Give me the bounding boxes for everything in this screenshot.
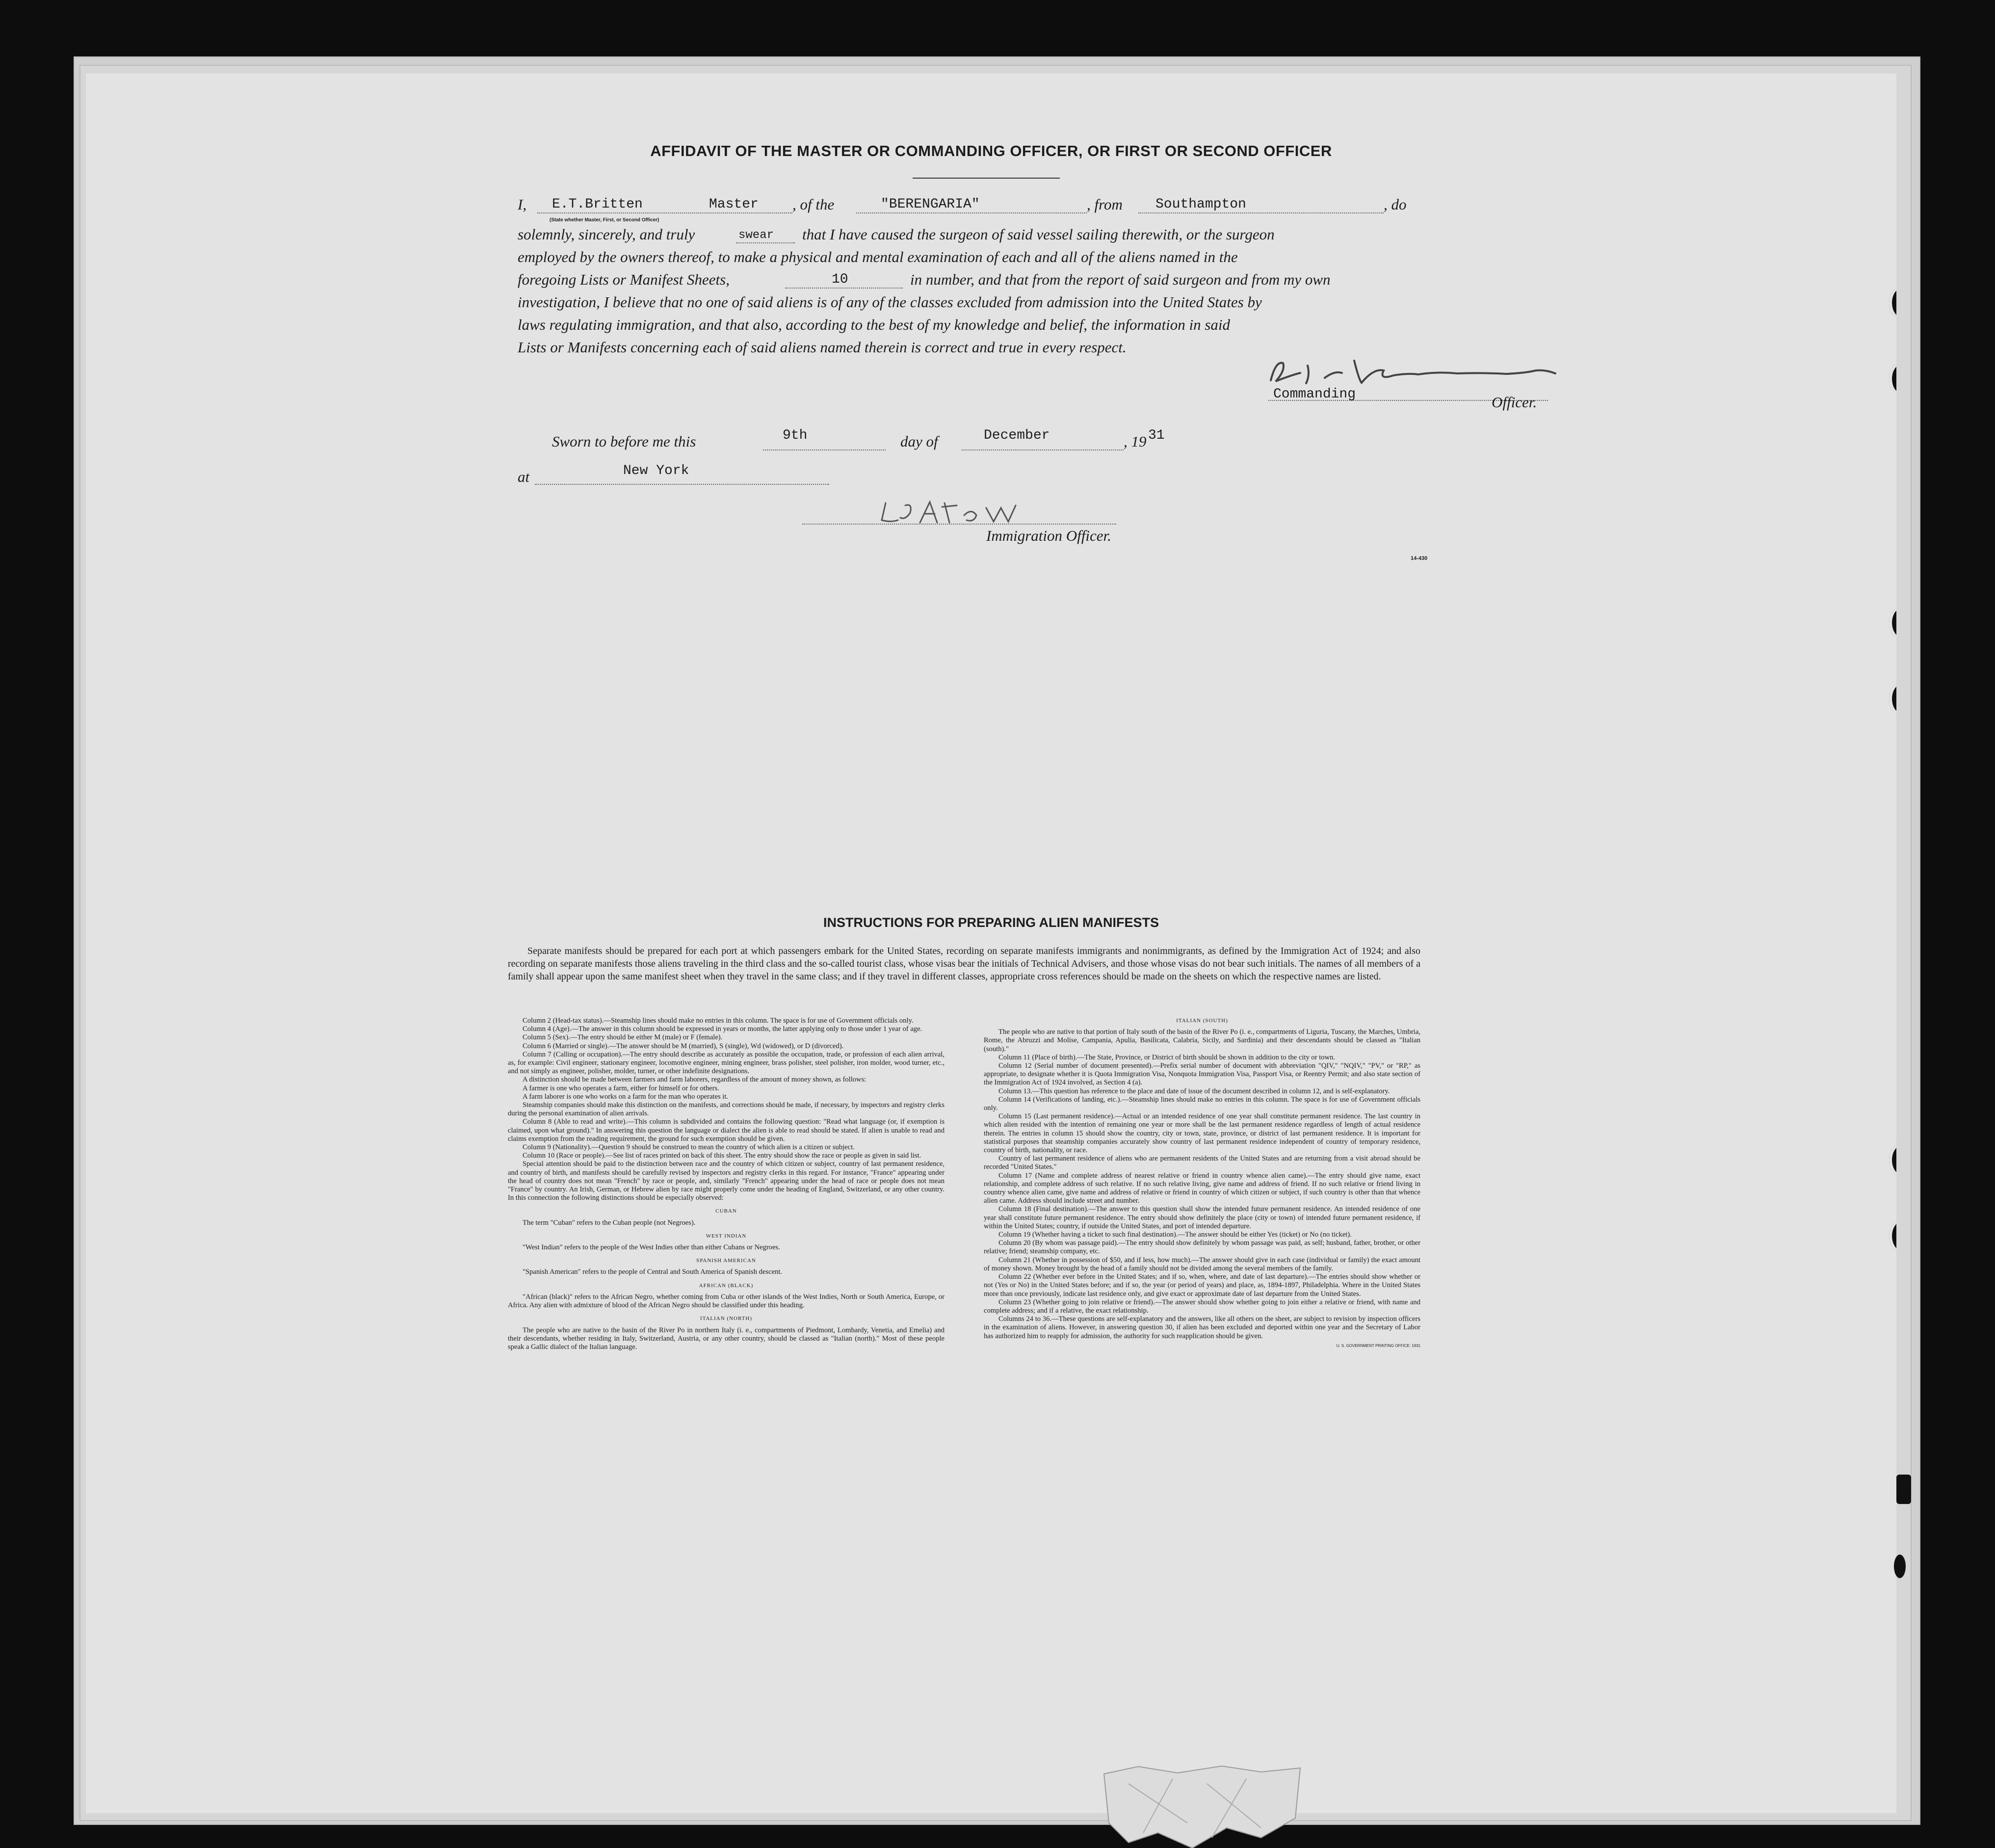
vessel-name: "BERENGARIA"	[881, 197, 980, 212]
hole-punch-6	[1889, 1222, 1896, 1250]
instruction-paragraph: Column 10 (Race or people).—See list of races printed on back of this sheet. The entry should show the race or people as given in said list.	[523, 1152, 921, 1160]
instruction-paragraph: Column 8 (Able to read and write).—This column is subdivided and contains the following question: "Read what language (or, if exemption is claimed, upon what ground)." In answering this question the language or dialect the alien is able to read should be stated. If alien is unable to read and claims exemption from the reading requirement, the ground for such exemption should be given.	[508, 1118, 945, 1143]
instruction-paragraph: Country of last permanent residence of aliens who are permanent residents of the United States and are returning from a visit abroad should be recorded "United States."	[984, 1155, 1420, 1171]
race-heading: AFRICAN (BLACK)	[699, 1282, 754, 1289]
race-definition: "Spanish American" refers to the people of Central and South America of Spanish descent.	[523, 1268, 783, 1276]
instruction-paragraph: A distinction should be made between farmers and farm laborers, regardless of the amount of money shown, as follows:	[523, 1076, 866, 1084]
instruction-paragraph: Column 22 (Whether ever before in the United States; and if so, when, where, and date of last departure).—The entries should show whether or not (Yes or No) in the United States before; and if so, the year (or period of years) and place, as, 1894-1897, Philadelphia. Where in the United States more than once previously, indicate last residence only, and give exact or approximate date of last departure from the United States.	[984, 1273, 1420, 1298]
title-underline	[913, 178, 1060, 179]
instructions-right-column	[984, 1017, 1420, 1350]
instruction-paragraph: Column 19 (Whether having a ticket to such final destination).—The answer should be either Yes (ticket) or No (no ticket).	[998, 1231, 1352, 1239]
affidavit-line5: investigation, I believe that no one of said aliens is of any of the classes excluded from admission into the United States by	[518, 293, 1262, 311]
hole-punch-2	[1889, 365, 1896, 393]
instruction-paragraph: Column 18 (Final destination).—The answer to this question shall show the intended future permanent residence. An intended residence of one year shall constitute future permanent residence. The entry should show definitely the place (city or town) of intended future permanent residence, if within the United States; country, if outside the United States, and port of intended departure.	[984, 1205, 1420, 1230]
line4-start: foregoing Lists or Manifest Sheets,	[518, 271, 730, 288]
affidavit-line2	[518, 224, 1573, 245]
year-prefix: , 19	[1124, 433, 1147, 450]
race-heading: WEST INDIAN	[706, 1233, 747, 1239]
affidavit-line6: laws regulating immigration, and that also, according to the best of my knowledge and belief, the information in said	[518, 316, 1231, 333]
immigration-officer-label: Immigration Officer.	[986, 527, 1111, 544]
sworn-place: New York	[623, 463, 689, 478]
immigration-officer-line	[802, 524, 1116, 525]
instruction-paragraph: Column 21 (Whether in possession of $50, and if less, how much).—The answer should give in each case (individual or family) the exact amount of money shown. Money brought by the head of a family should not be divided among the several members of the family.	[984, 1256, 1420, 1272]
affidavit-title: AFFIDAVIT OF THE MASTER OR COMMANDING OFFICER, OR FIRST OR SECOND OFFICER	[650, 142, 1332, 159]
place-line	[535, 484, 829, 485]
race-heading: ITALIAN (NORTH)	[700, 1316, 753, 1322]
line2-start: solemnly, sincerely, and truly	[518, 226, 695, 243]
sworn-line	[552, 428, 1288, 452]
hole-punch-3	[1889, 608, 1896, 637]
race-definition: "African (black)" refers to the African Negro, whether coming from Cuba or other islands of the West Indies, North or South America, Europe, or Africa. Any alien with admixture of blood of the African Negro should be classified under this heading.	[508, 1293, 945, 1310]
from-label: , from	[1087, 196, 1123, 213]
instruction-paragraph: A farm laborer is one who works on a farm for the man who operates it.	[523, 1092, 729, 1101]
binding-mark-1	[1896, 1475, 1911, 1504]
sworn-day: 9th	[783, 428, 808, 443]
lead-i: I,	[518, 196, 527, 213]
affidavit-line4	[518, 269, 1573, 290]
torn-paper-scrap	[1099, 1764, 1305, 1848]
instruction-paragraph: The people who are native to that portion of Italy south of the basin of the River Po (i. e., compartments of Liguria, Tuscany, the Marches, Umbria, Rome, the Abruzzi and Molise, Campania, Apulia, Basilicata, Calabria, Sicily, and Sardinia) and their descendants should be classed as "Italian (south)."	[984, 1028, 1420, 1053]
race-definition: "West Indian" refers to the people of the West Indies other than either Cubans or Negroes.	[523, 1243, 780, 1252]
officer-suffix: Officer.	[1492, 394, 1537, 411]
instruction-paragraph: Column 4 (Age).—The answer in this column should be expressed in years or months, the latter applying only to those under 1 year of age.	[523, 1025, 922, 1033]
manifest-page	[86, 74, 1896, 1813]
instruction-paragraph: Columns 24 to 36.—These questions are self-explanatory and the answers, like all others on the sheet, are subject to revision by inspection officers in the examination of aliens. However, in answering question 30, if alien has been excluded and deported within one year and the Secretary of Labor has authorized him to reapply for admission, the authority for such reapplication should be given.	[984, 1315, 1420, 1340]
italian-south-heading: ITALIAN (SOUTH)	[1176, 1018, 1228, 1024]
hole-punch-5	[1889, 1146, 1896, 1174]
race-heading: CUBAN	[715, 1208, 737, 1214]
race-definition: The people who are native to the basin of the River Po in northern Italy (i. e., compartments of Piedmont, Lombardy, Venetia, and Emelia) and their descendants, whether residing in Italy, Switzerland, Austria, or any other country, should be classed as "Italian (north)." Most of these people speak a Gallic dialect of the Italian language.	[508, 1326, 945, 1351]
instruction-paragraph: Column 17 (Name and complete address of nearest relative or friend in country whence alien came).—The entry should give name, exact relationship, and complete address of such relative. If no such relative living, give name and address of friend. If no such relative or friend living in country whence alien came, give name and address of relative or friend in country of which citizen or subject, if such country is other than that whence alien came. Address should include street and number.	[984, 1171, 1420, 1205]
form-number: 14-430	[1411, 555, 1428, 561]
race-heading: SPANISH AMERICAN	[696, 1258, 756, 1264]
instruction-paragraph: Column 5 (Sex).—The entry should be either M (male) or F (female).	[523, 1033, 723, 1042]
instructions-intro: Separate manifests should be prepared for each port at which passengers embark for the United States, recording on separate manifests immigrants and nonimmigrants, as defined by the Immigration Act of 1924; and also recording on separate manifests those aliens traveling in the third class and the so-called tourist class, whose visas bear the initials of Technical Advisers, and those whose visas do not bear such initials. The names of all members of a family shall appear upon the same manifest sheet when they travel in the same class; and if they travel in different classes, appropriate cross references should be made on the sheets on which the respective names are listed.	[508, 946, 1420, 982]
affidavit-line3: employed by the owners thereof, to make a physical and mental examination of each and all of the aliens named in the	[518, 248, 1238, 265]
day-line	[763, 449, 886, 450]
officer-rank: Master	[709, 197, 759, 212]
instructions-left-column	[508, 1017, 945, 1355]
race-definition: The term "Cuban" refers to the Cuban people (not Negroes).	[523, 1218, 696, 1227]
instruction-paragraph: Column 14 (Verifications of landing, etc.).—Steamship lines should make no entries in this column. The space is for use of Government officials only.	[984, 1095, 1420, 1112]
instruction-paragraph: Column 12 (Serial number of document presented).—Prefix serial number of document with abbreviation "QIV," "NQIV," "PV," or "RP," as appropriate, to designate whether it is Quota Immigration Visa, Nonquota Immigration Visa, Passport Visa, or Reentry Permit; and also state section of the Immigration Act of 1924 involved, as Section 4 (a).	[984, 1062, 1420, 1087]
printing-office-imprint: U. S. GOVERNMENT PRINTING OFFICE: 1931	[1336, 1343, 1420, 1348]
instruction-paragraph: Special attention should be paid to the distinction between race and the country of which citizen or subject, country of last permanent residence, and country of birth, and manifests should be carefully revised by inspectors and registry clerks in this regard. For instance, "France" appearing under the head of country does not mean "French" by race or people, and, similarly "French" appearing under the head of race or people does not mean "France" by country. An Irish, German, or Hebrew alien by race might properly come under the heading of England, Switzerland, or any other country. In this connection the following distinctions should be especially observed:	[508, 1160, 945, 1202]
instruction-paragraph: Column 9 (Nationality).—Question 9 should be construed to mean the country of which alien is a citizen or subject.	[523, 1143, 855, 1152]
line2-end: that I have caused the surgeon of said vessel sailing therewith, or the surgeon	[802, 226, 1275, 243]
month-line	[962, 449, 1124, 450]
affidavit-line1	[518, 194, 1573, 215]
binding-mark-2	[1894, 1555, 1906, 1578]
instruction-paragraph: Column 20 (By whom was passage paid).—The entry should show definitely by whom passage was paid, as self; husband, father, brother, or other relative; friend; steamship company, etc.	[984, 1239, 1420, 1256]
instruction-paragraph: A farmer is one who operates a farm, either for himself or for others.	[523, 1084, 719, 1092]
instruction-paragraph: Column 23 (Whether going to join relative or friend).—The answer should show whether going to join either a relative or friend, with name and complete address; and if a relative, the exact relationship.	[984, 1298, 1420, 1315]
affidavit-line7: Lists or Manifests concerning each of said aliens named therein is correct and true in every respect.	[518, 339, 1127, 356]
signature-rank: Commanding	[1273, 387, 1356, 402]
instructions-title: INSTRUCTIONS FOR PREPARING ALIEN MANIFESTS	[823, 915, 1159, 930]
instruction-paragraph: Column 7 (Calling or occupation).—The entry should describe as accurately as possible the occupation, trade, or profession of each alien arrival, as, for example: Civil engineer, stationary engineer, locomotive engineer, mining engineer, brass polisher, steel polisher, iron molder, wood turner, etc., and not simply as engineer, polisher, molder, turner, or other indefinite designations.	[508, 1050, 945, 1076]
instruction-paragraph: Column 13.—This question has reference to the place and date of issue of the document described in column 12, and is self-explanatory.	[998, 1087, 1390, 1095]
year-suffix: 31	[1148, 428, 1165, 443]
sworn-label: Sworn to before me this	[552, 433, 696, 450]
hole-punch-4	[1889, 685, 1896, 713]
sheet-count: 10	[832, 272, 848, 287]
line4-end: in number, and that from the report of said surgeon and from my own	[910, 271, 1331, 288]
at-label: at	[518, 468, 530, 485]
instruction-paragraph: Column 2 (Head-tax status).—Steamship lines should make no entries in this column. The space is for use of Government officials only.	[523, 1017, 914, 1025]
of-the-label: , of the	[792, 196, 835, 213]
oath-word: swear	[738, 229, 774, 242]
instruction-paragraph: Column 15 (Last permanent residence).—Actual or an intended residence of one year shall constitute permanent residence. The last country in which alien resided with the intention of remaining one year or more shall be the last permanent residence regardless of length of actual residence therein. The entries in column 15 should show the country, city or town, state, province, or district of last permanent residence. It is important for statistical purposes that steamship companies accurately show country of last permanent residence independent of country of temporary residence, country of birth, nationality, or race.	[984, 1112, 1420, 1155]
rank-note: (State whether Master, First, or Second Officer)	[550, 217, 659, 223]
day-of-label: day of	[900, 433, 938, 450]
hole-punch-1	[1889, 289, 1896, 317]
port-name: Southampton	[1155, 197, 1246, 212]
instruction-paragraph: Column 6 (Married or single).—The answer should be M (married), S (single), Wd (widowed), or D (divorced).	[523, 1042, 844, 1050]
officer-name: E.T.Britten	[552, 197, 643, 212]
instruction-paragraph: Steamship companies should make this distinction on the manifests, and corrections should be made, if necessary, by inspectors and registry clerks during the personal examination of alien arrivals.	[508, 1101, 945, 1118]
at-line	[518, 463, 959, 488]
sworn-month: December	[984, 428, 1050, 443]
instruction-paragraph: Column 11 (Place of birth).—The State, Province, or District of birth should be shown in addition to the city or town.	[998, 1053, 1336, 1061]
do-label: , do	[1384, 196, 1407, 213]
